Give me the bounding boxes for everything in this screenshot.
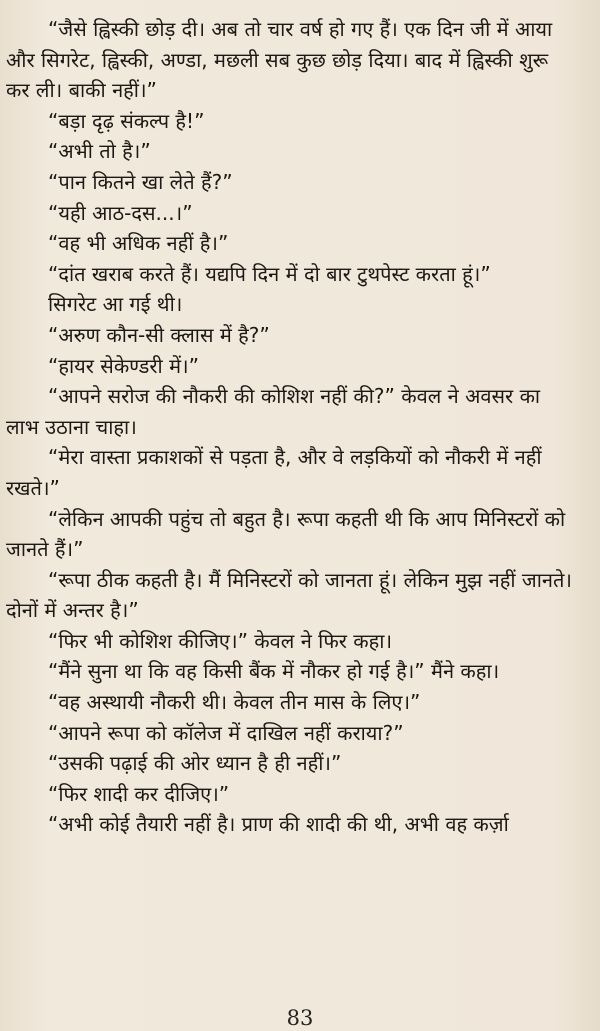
paragraph: “वह अस्थायी नौकरी थी। केवल तीन मास के लिए।” bbox=[48, 690, 421, 715]
paragraph: सिगरेट आ गई थी। bbox=[48, 292, 183, 317]
paragraph: “अरुण कौन-सी क्लास में है?” bbox=[48, 322, 270, 347]
paragraph: “आपने रूपा को कॉलेज में दाखिल नहीं कराया?” bbox=[48, 720, 404, 745]
paragraph: “फिर भी कोशिश कीजिए।” केवल ने फिर कहा। bbox=[48, 628, 393, 653]
paragraph: “दांत खराब करते हैं। यद्यपि दिन में दो बार टुथपेस्ट करता हूं।” bbox=[48, 261, 491, 286]
paragraph: “मेरा वास्ता प्रकाशकों से पड़ता है, और वे लड़कियों को नौकरी में नहीं रखते।” bbox=[6, 445, 542, 500]
paragraph: “रूपा ठीक कहती है। मैं मिनिस्टरों को जानता हूं। लेकिन मुझ नहीं जानते। दोनों में अन्तर है।” bbox=[6, 567, 572, 623]
paragraph: “यही आठ-दस...।” bbox=[48, 200, 193, 225]
paragraph: “लेकिन आपकी पहुंच तो बहुत है। रूपा कहती थी कि आप मिनिस्टरों को जानते हैं।” bbox=[6, 506, 566, 562]
paragraph: “उसकी पढ़ाई की ओर ध्यान है ही नहीं।” bbox=[48, 751, 342, 776]
paragraph: “अभी कोई तैयारी नहीं है। प्राण की शादी की थी, अभी वह कर्ज़ा bbox=[48, 812, 509, 837]
paragraph: “फिर शादी कर दीजिए।” bbox=[48, 781, 230, 806]
paragraph: “पान कितने खा लेते हैं?” bbox=[48, 169, 233, 194]
page-number: 83 bbox=[286, 1006, 314, 1030]
paragraph: “वह भी अधिक नहीं है।” bbox=[48, 231, 229, 256]
body-text bbox=[6, 14, 578, 840]
paragraph: “जैसे ह्विस्की छोड़ दी। अब तो चार वर्ष हो गए हैं। एक दिन जी में आया और सिगरेट, ह्विस्की, अण्डा, मछली सब कुछ छोड़ दिया। बाद में ह्विस्की शुरू कर ली। बाकी नहीं।” bbox=[6, 17, 553, 103]
paragraph: “अभी तो है।” bbox=[48, 139, 151, 164]
paragraph: “हायर सेकेण्डरी में।” bbox=[48, 353, 199, 378]
paragraph: “मैंने सुना था कि वह किसी बैंक में नौकर हो गई है।” मैंने कहा। bbox=[48, 659, 500, 684]
paragraph: “आपने सरोज की नौकरी की कोशिश नहीं की?” केवल ने अवसर का लाभ उठाना चाहा। bbox=[6, 384, 541, 439]
paragraph: “बड़ा दृढ़ संकल्प है!” bbox=[48, 108, 205, 133]
